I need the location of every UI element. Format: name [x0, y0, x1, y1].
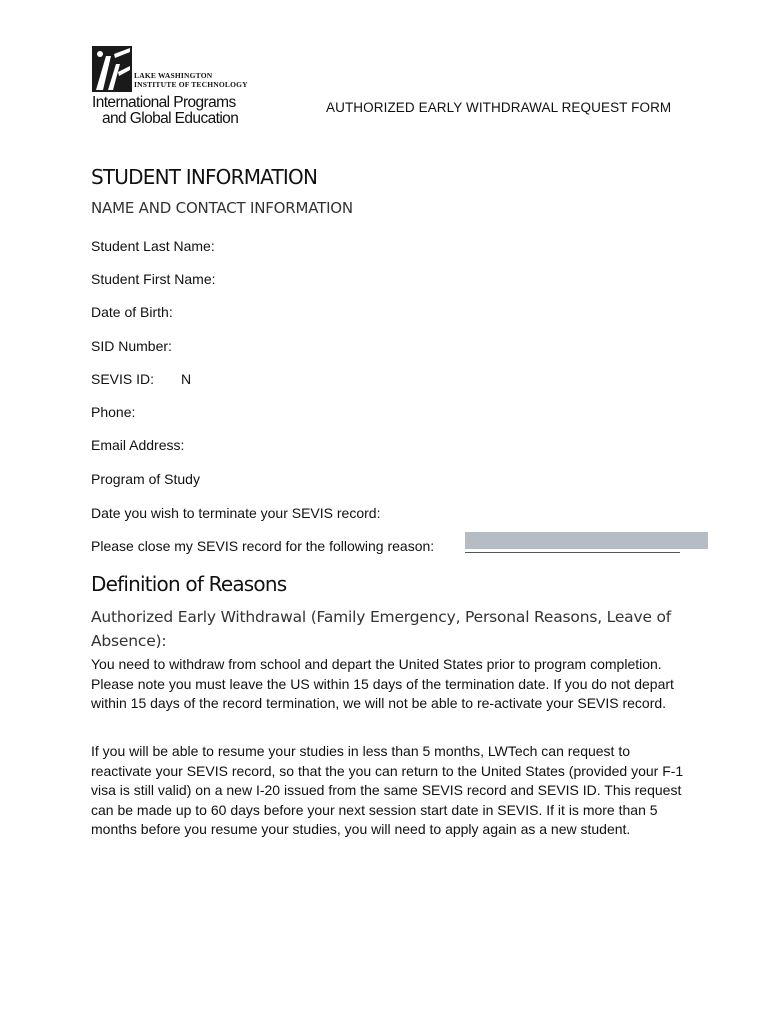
field-termination-date: Date you wish to terminate your SEVIS record: — [91, 505, 381, 521]
authorized-early-withdrawal-subheading: Authorized Early Withdrawal (Family Emergency, Personal Reasons, Leave of Absence): — [91, 608, 672, 650]
field-sid-number: SID Number: — [91, 338, 172, 354]
program-name-line1: International Programs — [92, 94, 236, 111]
institute-name-line1: LAKE WASHINGTON — [134, 71, 213, 80]
institute-name-line2: INSTITUTE OF TECHNOLOGY — [134, 80, 248, 89]
student-information-heading: STUDENT INFORMATION — [91, 165, 318, 189]
institute-name — [134, 71, 248, 89]
sevis-id-value[interactable]: N — [181, 371, 192, 387]
field-date-of-birth: Date of Birth: — [91, 304, 173, 320]
field-student-last-name: Student Last Name: — [91, 238, 215, 254]
institution-logo — [92, 46, 248, 128]
field-close-reason: Please close my SEVIS record for the following reason: — [91, 538, 435, 554]
definition-of-reasons-heading: Definition of Reasons — [91, 572, 287, 596]
field-student-first-name: Student First Name: — [91, 271, 216, 287]
program-name-line2: and Global Education — [102, 110, 239, 127]
close-reason-underline — [465, 552, 680, 553]
withdrawal-paragraph-2: If you will be able to resume your studies in less than 5 months, LWTech can request to reactivate your SEVIS record, so that the you can return to the United States (provided your F-1 visa is still valid) on a new I-20 issued from the same SEVIS record and SEVIS ID. This request can be made up to 60 days before your next session start date in SEVIS. If it is more than 5 months before you resume your studies, you will need to apply again as a new student. — [91, 743, 684, 838]
lwtech-logo-icon — [92, 46, 132, 92]
field-program-of-study: Program of Study — [91, 471, 200, 487]
close-reason-dropdown[interactable] — [465, 532, 708, 549]
field-sevis-id: SEVIS ID: — [91, 371, 155, 387]
name-contact-subheading: NAME AND CONTACT INFORMATION — [91, 199, 353, 217]
withdrawal-paragraph-1: You need to withdraw from school and depart the United States prior to program completion. Please note you must leave the US within 15 days of the termination date. If you do not depart within 15 days of the record termination, we will not be able to re-activate your SEVIS record. — [91, 656, 674, 712]
field-email-address: Email Address: — [91, 437, 185, 453]
field-phone: Phone: — [91, 404, 136, 420]
program-name — [92, 95, 238, 127]
form-title: AUTHORIZED EARLY WITHDRAWAL REQUEST FORM — [326, 100, 672, 115]
